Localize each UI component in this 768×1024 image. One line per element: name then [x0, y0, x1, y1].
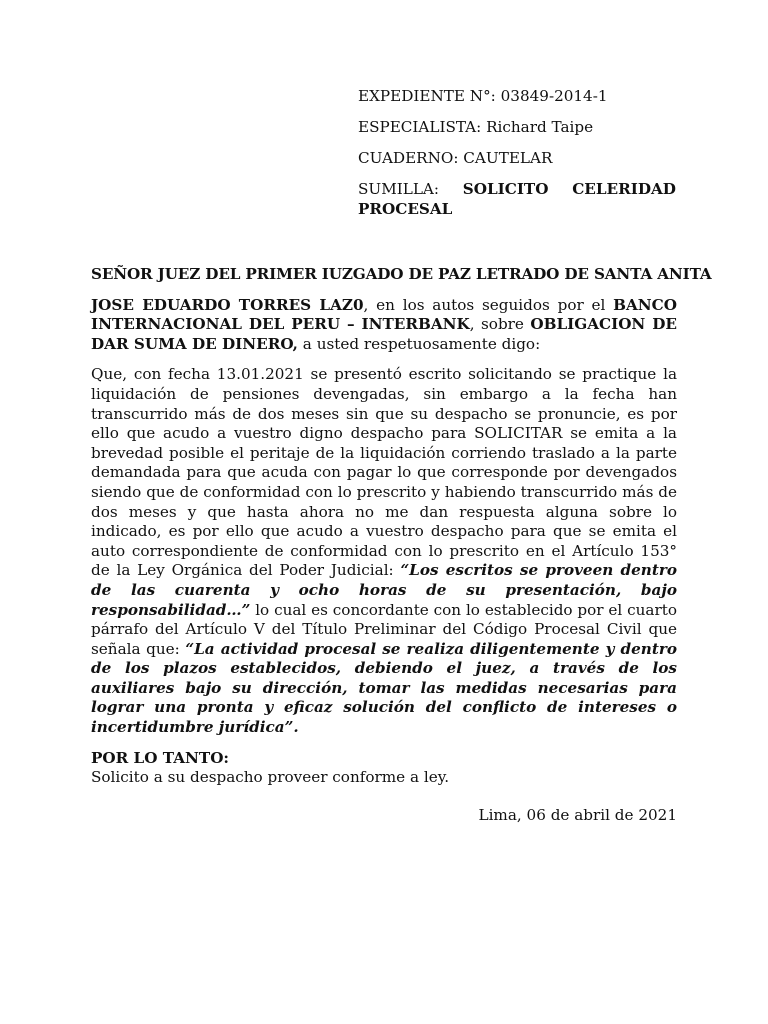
sumilla-value-b: CELERIDAD: [572, 180, 676, 198]
closing-title: POR LO TANTO:: [91, 748, 230, 767]
intro-text-1: , en los autos seguidos por el: [363, 295, 614, 314]
main-text-1: Que, con fecha 13.01.2021 se presentó escrito solicitando se practique la liquidación de pensiones devengadas, sin embargo a la fecha han transcurrido más de dos meses sin que su despacho se pronuncie, es por ello que acudo a vuestro digno despacho para SOLICITAR se emita a la brevedad posible el peritaje de la liquidación corriendo traslado a la parte demandada para que acuda con pagar lo que corresponde por devengados siendo que de conformidad con lo prescrito y habiendo transcurrido más de dos meses y que hasta ahora no me dan respuesta alguna sobre lo indicado, es por ello que acudo a vuestro despacho para que se emita el auto correspondiente de conformidad con lo prescrito en el Artículo 153° de la Ley Orgánica del Poder Judicial:: [91, 365, 677, 580]
closing-section: [91, 749, 677, 788]
sumilla-line: [358, 179, 676, 219]
date-line: Lima, 06 de abril de 2021: [478, 806, 677, 824]
sumilla-value-line2: PROCESAL: [358, 200, 453, 218]
main-paragraph: [91, 365, 677, 737]
addressee-heading: SEÑOR JUEZ DEL PRIMER IUZGADO DE PAZ LETRADO DE SANTA ANITA: [91, 265, 712, 283]
quote-lopj: “Los escritos se proveen dentro de las cuarenta y ocho horas de su presentación, bajo responsabilidad…”: [91, 561, 677, 619]
document-body: [91, 265, 712, 788]
closing-text: Solicito a su despacho proveer conforme a ley.: [91, 768, 450, 787]
petitioner-name: JOSE EDUARDO TORRES LAZ0: [91, 295, 364, 314]
bank-name: BANCO INTERNACIONAL DEL PERU – INTERBANK: [91, 295, 677, 334]
especialista-line: ESPECIALISTA: Richard Taipe: [358, 118, 594, 136]
intro-paragraph: [91, 296, 677, 355]
cuaderno-line: CUADERNO: CAUTELAR: [358, 149, 553, 167]
quote-cpc: “La actividad procesal se realiza diligentemente y dentro de los plazos establecidos, debiendo el juez, a través de los auxiliares bajo su dirección, tomar las medidas necesarias para lograr una pronta y eficaz solución del conflicto de intereses o incertidumbre jurídica”.: [91, 639, 677, 737]
sumilla-value-a: SOLICITO: [462, 180, 549, 198]
sumilla-label: SUMILLA:: [358, 180, 440, 198]
matter-name: OBLIGACION DE DAR SUMA DE DINERO,: [91, 315, 677, 353]
intro-text-3: a usted respetuosamente digo:: [297, 334, 541, 353]
expediente-line: EXPEDIENTE N°: 03849-2014-1: [358, 87, 608, 105]
main-text-2: lo cual es concordante con lo establecido por el cuarto párrafo del Artículo V del Título Preliminar del Código Procesal Civil que señala que:: [91, 600, 677, 658]
intro-text-2: , sobre: [469, 315, 531, 334]
case-header: [358, 86, 676, 219]
